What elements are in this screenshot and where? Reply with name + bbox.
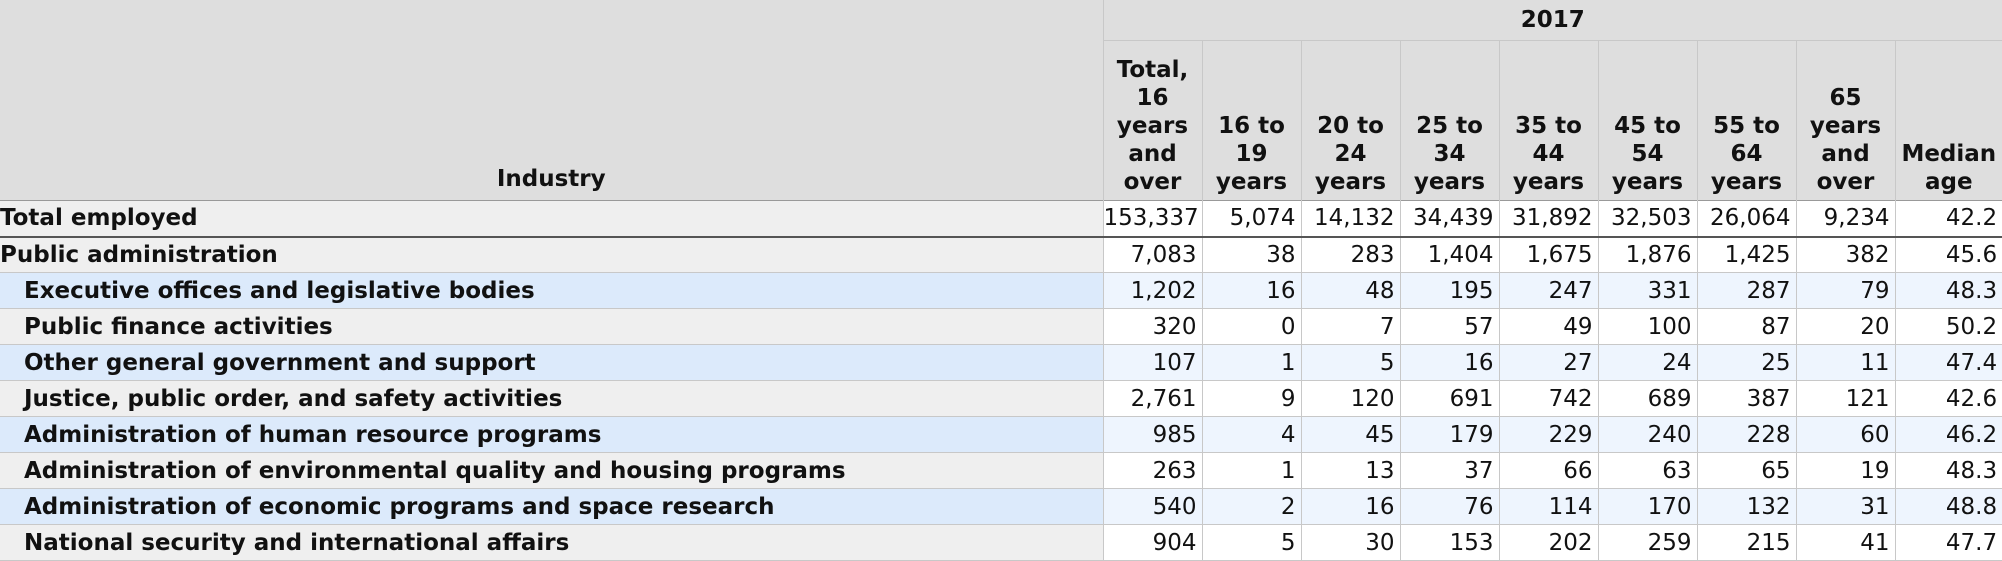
table-cell: 57 xyxy=(1400,309,1499,345)
column-header: 65 years and over xyxy=(1796,41,1895,201)
table-cell: 259 xyxy=(1598,525,1697,561)
table-cell: 540 xyxy=(1103,489,1202,525)
table-cell: 31 xyxy=(1796,489,1895,525)
row-label: Administration of economic programs and space research xyxy=(0,489,1103,525)
industry-column-header: Industry xyxy=(0,0,1103,201)
table-cell: 19 xyxy=(1796,453,1895,489)
table-cell: 7,083 xyxy=(1103,237,1202,273)
table-cell: 904 xyxy=(1103,525,1202,561)
row-label: National security and international affairs xyxy=(0,525,1103,561)
column-header: 35 to 44 years xyxy=(1499,41,1598,201)
column-header: Median age xyxy=(1895,41,2002,201)
table-cell: 48.8 xyxy=(1895,489,2002,525)
table-cell: 331 xyxy=(1598,273,1697,309)
table-cell: 114 xyxy=(1499,489,1598,525)
table-row xyxy=(0,489,2002,525)
table-cell: 37 xyxy=(1400,453,1499,489)
table-row xyxy=(0,237,2002,273)
table-cell: 16 xyxy=(1400,345,1499,381)
table-cell: 25 xyxy=(1697,345,1796,381)
table-cell: 11 xyxy=(1796,345,1895,381)
table-cell: 30 xyxy=(1301,525,1400,561)
table-cell: 100 xyxy=(1598,309,1697,345)
table-cell: 121 xyxy=(1796,381,1895,417)
table-cell: 283 xyxy=(1301,237,1400,273)
table-row xyxy=(0,309,2002,345)
table-cell: 45 xyxy=(1301,417,1400,453)
table-cell: 1,675 xyxy=(1499,237,1598,273)
table-cell: 5 xyxy=(1202,525,1301,561)
table-cell: 120 xyxy=(1301,381,1400,417)
table-cell: 76 xyxy=(1400,489,1499,525)
row-label: Public administration xyxy=(0,237,1103,273)
table-cell: 48.3 xyxy=(1895,273,2002,309)
row-label: Justice, public order, and safety activities xyxy=(0,381,1103,417)
table-cell: 26,064 xyxy=(1697,201,1796,237)
table-cell: 1 xyxy=(1202,345,1301,381)
table-cell: 47.7 xyxy=(1895,525,2002,561)
table-cell: 691 xyxy=(1400,381,1499,417)
table-row xyxy=(0,417,2002,453)
table-cell: 229 xyxy=(1499,417,1598,453)
table-cell: 1 xyxy=(1202,453,1301,489)
column-header: Total, 16 years and over xyxy=(1103,41,1202,201)
table-cell: 1,876 xyxy=(1598,237,1697,273)
table-cell: 153 xyxy=(1400,525,1499,561)
table-cell: 38 xyxy=(1202,237,1301,273)
table-cell: 31,892 xyxy=(1499,201,1598,237)
table-cell: 202 xyxy=(1499,525,1598,561)
table-cell: 20 xyxy=(1796,309,1895,345)
table-cell: 263 xyxy=(1103,453,1202,489)
table-cell: 60 xyxy=(1796,417,1895,453)
table-cell: 382 xyxy=(1796,237,1895,273)
table-cell: 9 xyxy=(1202,381,1301,417)
row-label: Public finance activities xyxy=(0,309,1103,345)
table-cell: 153,337 xyxy=(1103,201,1202,237)
row-label: Total employed xyxy=(0,201,1103,237)
table-row xyxy=(0,381,2002,417)
column-header: 20 to 24 years xyxy=(1301,41,1400,201)
table-cell: 14,132 xyxy=(1301,201,1400,237)
table-cell: 179 xyxy=(1400,417,1499,453)
table-cell: 24 xyxy=(1598,345,1697,381)
table-cell: 5,074 xyxy=(1202,201,1301,237)
table-cell: 41 xyxy=(1796,525,1895,561)
table-cell: 42.6 xyxy=(1895,381,2002,417)
table-cell: 2,761 xyxy=(1103,381,1202,417)
table-cell: 65 xyxy=(1697,453,1796,489)
table-cell: 63 xyxy=(1598,453,1697,489)
table-cell: 45.6 xyxy=(1895,237,2002,273)
table-cell: 985 xyxy=(1103,417,1202,453)
table-row xyxy=(0,453,2002,489)
row-label: Other general government and support xyxy=(0,345,1103,381)
table-cell: 27 xyxy=(1499,345,1598,381)
row-label: Executive offices and legislative bodies xyxy=(0,273,1103,309)
table-cell: 1,404 xyxy=(1400,237,1499,273)
table-cell: 287 xyxy=(1697,273,1796,309)
table-cell: 42.2 xyxy=(1895,201,2002,237)
table-row xyxy=(0,345,2002,381)
table-cell: 50.2 xyxy=(1895,309,2002,345)
table-cell: 7 xyxy=(1301,309,1400,345)
table-cell: 87 xyxy=(1697,309,1796,345)
table-cell: 34,439 xyxy=(1400,201,1499,237)
table-cell: 1,202 xyxy=(1103,273,1202,309)
table-cell: 107 xyxy=(1103,345,1202,381)
table-row xyxy=(0,525,2002,561)
year-header: 2017 xyxy=(1103,0,2002,41)
table-row xyxy=(0,201,2002,237)
table-cell: 16 xyxy=(1301,489,1400,525)
table-cell: 2 xyxy=(1202,489,1301,525)
table-cell: 132 xyxy=(1697,489,1796,525)
column-header: 25 to 34 years xyxy=(1400,41,1499,201)
table-cell: 49 xyxy=(1499,309,1598,345)
column-header: 55 to 64 years xyxy=(1697,41,1796,201)
table-cell: 4 xyxy=(1202,417,1301,453)
column-header: 45 to 54 years xyxy=(1598,41,1697,201)
table-cell: 320 xyxy=(1103,309,1202,345)
table-cell: 79 xyxy=(1796,273,1895,309)
table-cell: 48.3 xyxy=(1895,453,2002,489)
row-label: Administration of human resource programs xyxy=(0,417,1103,453)
table-cell: 195 xyxy=(1400,273,1499,309)
table-cell: 13 xyxy=(1301,453,1400,489)
table-cell: 16 xyxy=(1202,273,1301,309)
table-cell: 240 xyxy=(1598,417,1697,453)
table-cell: 46.2 xyxy=(1895,417,2002,453)
table-cell: 387 xyxy=(1697,381,1796,417)
table-cell: 48 xyxy=(1301,273,1400,309)
table-cell: 1,425 xyxy=(1697,237,1796,273)
table-cell: 66 xyxy=(1499,453,1598,489)
table-cell: 0 xyxy=(1202,309,1301,345)
table-cell: 47.4 xyxy=(1895,345,2002,381)
table-cell: 215 xyxy=(1697,525,1796,561)
table-cell: 228 xyxy=(1697,417,1796,453)
table-cell: 742 xyxy=(1499,381,1598,417)
table-cell: 689 xyxy=(1598,381,1697,417)
table-cell: 5 xyxy=(1301,345,1400,381)
table-cell: 9,234 xyxy=(1796,201,1895,237)
table-row xyxy=(0,273,2002,309)
column-header: 16 to 19 years xyxy=(1202,41,1301,201)
row-label: Administration of environmental quality and housing programs xyxy=(0,453,1103,489)
table-cell: 170 xyxy=(1598,489,1697,525)
table-cell: 247 xyxy=(1499,273,1598,309)
table-cell: 32,503 xyxy=(1598,201,1697,237)
